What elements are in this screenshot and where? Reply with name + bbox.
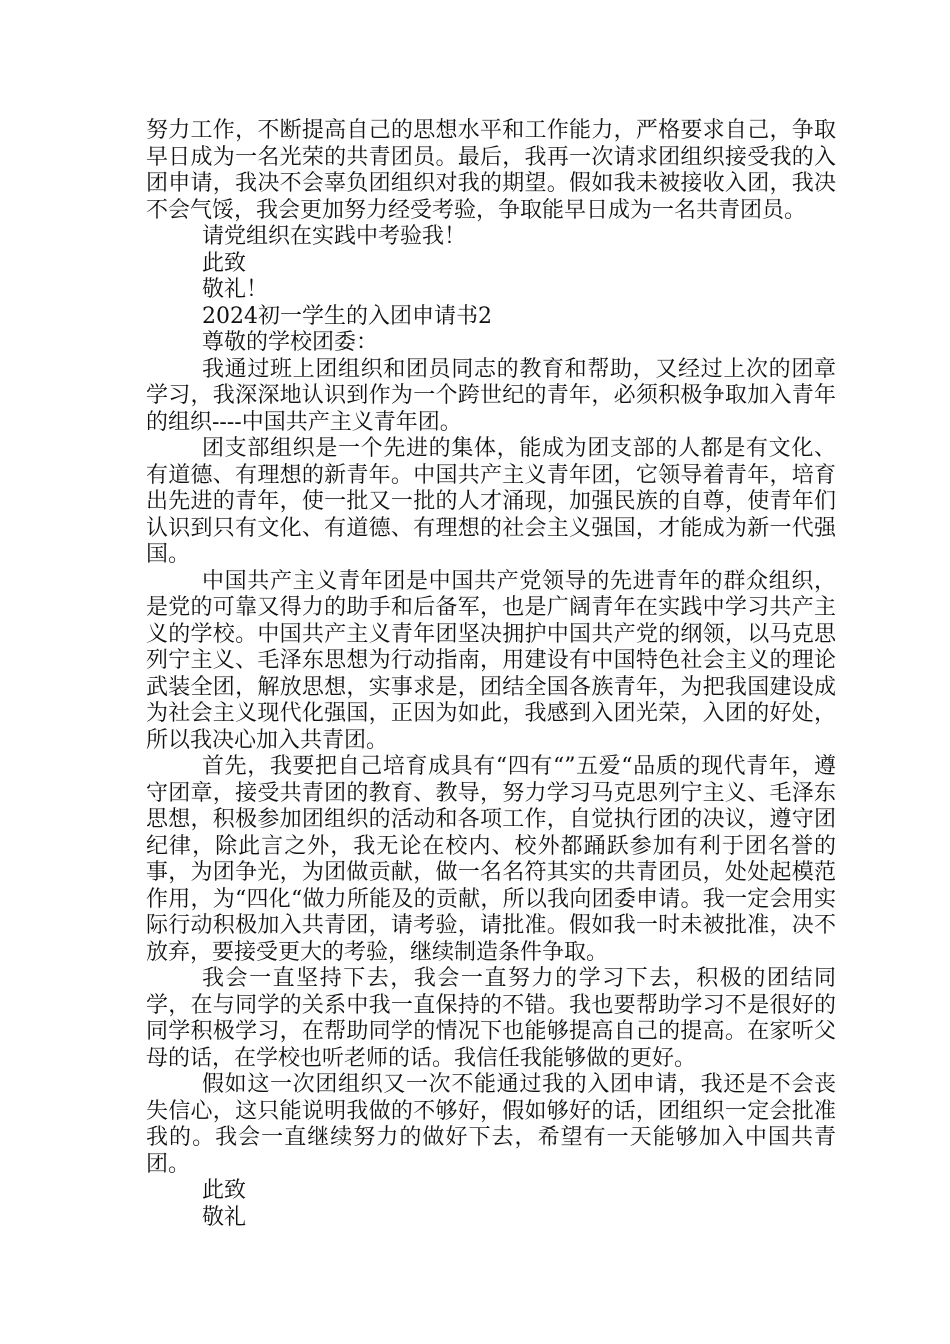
paragraph-continuation: 努力工作，不断提高自己的思想水平和工作能力，严格要求自己，争取早日成为一名光荣的共青团员。最后，我再一次请求团组织接受我的入团申请，我决不会辜负团组织对我的期望。假如我未被接收入团，我决不会气馁，我会更加努力经受考验，争取能早日成为一名共青团员。: [146, 118, 836, 223]
closing-regards: 敬礼: [202, 1204, 247, 1230]
paragraph-body: 我通过班上团组织和团员同志的教育和帮助，又经过上次的团章学习，我深深地认识到作为一个跨世纪的青年，必须积极争取加入青年的组织----中国共产主义青年团。: [146, 356, 836, 435]
paragraph-exhortation: 请党组织在实践中考验我！: [202, 224, 467, 249]
closing-regards: 敬礼！: [202, 277, 269, 302]
document-body: [146, 118, 836, 1231]
paragraph-body: 团支部组织是一个先进的集体，能成为团支部的人都是有文化、有道德、有理想的新青年。中国共产主义青年团，它领导着青年，培育出先进的青年，使一批又一批的人才涌现，加强民族的自尊，使青年们认识到只有文化、有道德、有理想的社会主义强国，才能成为新一代强国。: [146, 436, 836, 567]
paragraph-body: 我会一直坚持下去，我会一直努力的学习下去，积极的团结同学，在与同学的关系中我一直保持的不错。我也要帮助学习不是很好的同学积极学习，在帮助同学的情况下也能够提高自己的提高。在家听父母的话，在学校也听老师的话。我信任我能够做的更好。: [146, 966, 836, 1071]
paragraph-body: 首先，我要把自己培育成具有“四有“”五爱“品质的现代青年，遵守团章，接受共青团的教育、教导，努力学习马克思列宁主义、毛泽东思想，积极参加团组织的活动和各项工作，自觉执行团的决议，遵守团纪律，除此言之外，我无论在校内、校外都踊跃参加有利于团名誉的事，为团争光，为团做贡献，做一名名符其实的共青团员，处处起模范作用，为“四化“做力所能及的贡献，所以我向团委申请。我一定会用实际行动积极加入共青团，请考验，请批准。假如我一时未被批准，决不放弃，要接受更大的考验，继续制造条件争取。: [146, 754, 836, 965]
closing-salutation: 此致: [202, 250, 247, 276]
closing-salutation: 此致: [202, 1178, 247, 1203]
paragraph-body: 假如这一次团组织又一次不能通过我的入团申请，我还是不会丧失信心，这只能说明我做的不够好，假如够好的话，团组织一定会批准我的。我会一直继续努力的做好下去，希望有一天能够加入中国共青团。: [146, 1072, 836, 1177]
letter-greeting: 尊敬的学校团委：: [202, 330, 379, 355]
section-title: 2024初一学生的入团申请书2: [202, 303, 492, 329]
paragraph-body: 中国共产主义青年团是中国共产党领导的先进青年的群众组织，是党的可靠又得力的助手和后备军，也是广阔青年在实践中学习共产主义的学校。中国共产主义青年团坚决拥护中国共产党的纲领，以马克思列宁主义、毛泽东思想为行动指南，用建设有中国特色社会主义的理论武装全团，解放思想，实事求是，团结全国各族青年，为把我国建设成为社会主义现代化强国，正因为如此，我感到入团光荣，入团的好处，所以我决心加入共青团。: [146, 568, 836, 753]
